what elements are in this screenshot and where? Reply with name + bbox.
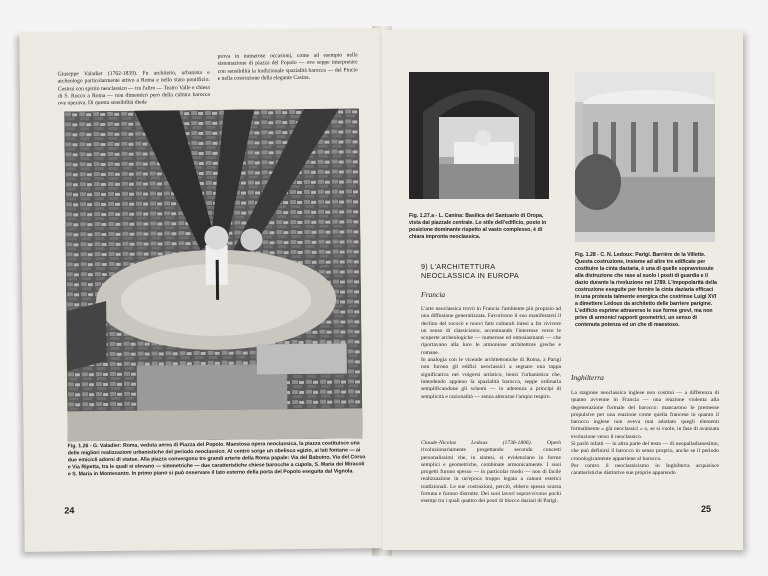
aerial-photo-piazza-del-popolo bbox=[64, 108, 362, 441]
left-page bbox=[19, 28, 384, 552]
subheading-inghilterra: Inghilterra bbox=[571, 373, 604, 382]
france-text: L'arte neoclassica trovò in Francia l'ambiente più propizio ad una diffusione generalizzata. Favorirono il suo manifestarsi il declino del rococò e nuovi fatti culturali intesi a far rivivere un senso di classicismo, accentuando l'interesse verso le scoperte archeologiche — numerose ed entusiasmanti — che riportavano alla luce le armoniose architetture greche e romane. In analogia con le vicende architettoniche di Roma, a Parigi non furono gli edifici neoclassici a segnare una tappa significativa nel volgersi artistico, bensì l'urbanistica che, intendendo appieno la spazialità barocca, seppe ordinarla semplificandone gli schemi — in aderenza a principi di semplicità e razionalità — senza alterarne l'ampio respiro. bbox=[421, 306, 561, 400]
right-page bbox=[383, 30, 743, 550]
figure-1-27a-caption: Fig. 1.27.a - L. Canina: Basilica del Santuario di Oropa, vista dal piazzale centrale. Lo stile dell'edificio, posto in posizione dominante rispetto al vasto complesso, è di chiara impronta neoclassica. bbox=[409, 213, 547, 240]
ledoux-body: Operò rivoluzionariamente progettando secondo concetti personalissimi che, in sintesi, si evidenziano in forme semplici e geometriche, combinate armonicamente. I suoi progetti furono spesso — in particolar modo — non di facile realizzazione in un'epoca troppo legata a canoni estetici tradizionali. Le sue costruzioni, perciò, ebbero spesso scarsa fortuna e furono distrutte. Dei suoi lavori sopravvivono pochi esempi tra i quali quattro dei posti di blocco daziari di Parigi. bbox=[421, 440, 561, 505]
valadier-intro-text-continued: prova in numerose occasioni, come ad esempio nella sistemazione di piazza del Popolo — ove seppe interpretare con sensibilità la tradizionale spazialità barocca — del Pincio e nella costruzione della elegante Casina. bbox=[217, 52, 358, 82]
photo-santuario-di-oropa bbox=[409, 72, 549, 199]
england-text: La stagione neoclassica inglese non costituì — a differenza di quanto avvenne in Francia — una reazione violenta alla degenerazione formale del barocco: mancarono le premesse propulsive per una reazione come quella francese in quanto il barocco inglese non aveva mai adottato quegli elementi formalmente « già neoclassici » o, se si vuole, in fase di avanzata evoluzione verso il neoclassico. Si parlò infatti — in altra parte del testo — di neopalladianesimo, che può definirsi il barocco in senso proprio, anche se il periodo cronologicamente appartiene al barocco. Per contro il neoclassicismo in Inghilterra acquisisce caratteristiche distintive sue proprie apparendo bbox=[571, 390, 719, 477]
valadier-intro-text: Giuseppe Valadier (1762-1839). Fu architetto, urbanista e archeologo particolarmente attivo a Roma e nello stato pontificio. Costruì con spirito neoclassico — tra l'altro — Teatro Valle e chiesa di S. Rocco a Roma — non dimenticò però della cultura barocca ove operava. Di questa sensibilità diede bbox=[57, 69, 210, 107]
figure-1-28-caption: Fig. 1.28 - C. N. Ledoux: Parigi. Barrière de la Villette. Questa costruzione, insieme ad altre tre edificate per costituire la cinta daziaria, è una di quelle sopravvissute alla distruzione che rase al suolo i posti di guardia e il dazio durante la rivoluzione nel 1789. L'impopolarità della costruzione eseguite per fornire la cinta daziaria efficaci in una protesta talmente energica che costrinse Luigi XVI a dimettere Ledoux da architetto delle barriere parigine. L'edificio esprime attraverso le sue forme grevi, ma non prive di armonici rapporti geometrici, un senso di contenuta potenza ed un che di maestoso. bbox=[575, 252, 717, 328]
photo-barriere-de-la-villette bbox=[575, 72, 715, 242]
figure-1-26-caption: Fig. 1.26 - G. Valadier: Roma, veduta aerea di Piazza del Popolo. Maestosa opera neoclassica, la piazza costituisce una delle migliori realizzazioni urbanistiche del periodo neoclassico. Al centro sorge un obelisco egizio, ai lati fontane — ai due emicicli adorni di statue. Alla piazza convergono tre grandi arterie della Roma papale: Via del Babuino, Via del Corso e Via Ripetta, tra le quali si elevano — simmetriche — due caratteristiche chiese barocche a cupola, S. Maria dei Miracoli e S. Maria in Montesanto. In primo piano si può osservare il lato esterno della porta del Popolo eseguita dal Vignola. bbox=[67, 440, 366, 478]
ledoux-text bbox=[421, 440, 561, 506]
ledoux-credit: Claude-Nicolas Ledoux (1736-1806). bbox=[421, 440, 532, 446]
section-heading: 9) L'ARCHITETTURA NEOCLASSICA IN EUROPA bbox=[421, 262, 520, 280]
subheading-francia: Francia bbox=[421, 290, 446, 299]
page-number-right: 25 bbox=[701, 504, 712, 514]
page-number-left: 24 bbox=[64, 505, 75, 516]
